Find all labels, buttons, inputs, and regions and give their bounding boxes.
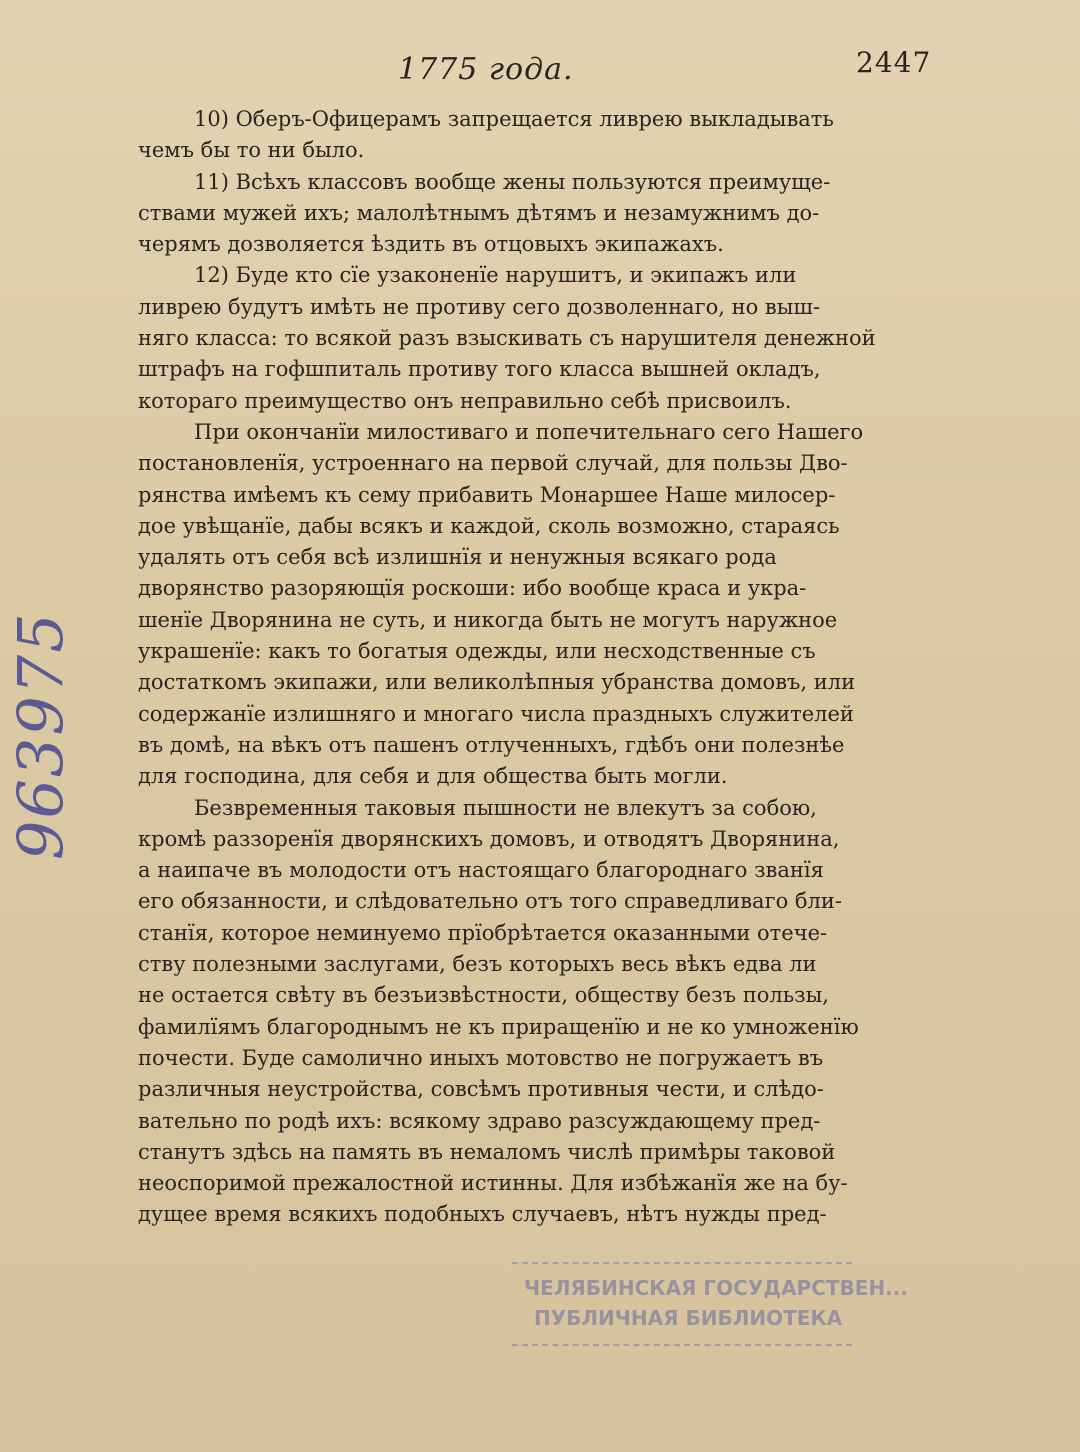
paragraph-12-line-4: штрафъ на гофшпиталь противу того класса вышней окладъ, [138, 357, 821, 382]
stamp-line-2: ПУБЛИЧНАЯ БИБЛИОТЕКА [534, 1306, 843, 1330]
paragraph-14-line-9: почести. Буде самолично иныхъ мотовство не погружаетъ въ [138, 1045, 824, 1070]
paragraph-11-line-1: 11) Всѣхъ классовъ вообще жены пользуются преимуще- [194, 169, 831, 194]
paragraph-13-line-2: постановленїя, устроеннаго на первой случай, для пользы Дво- [138, 451, 848, 476]
paragraph-14-line-13: неоспоримой прежалостной истинны. Для избѣжанїя же на бу- [138, 1171, 848, 1196]
library-stamp [512, 1262, 908, 1352]
paragraph-14-line-12: станутъ здѣсь на память въ немаломъ числѣ примѣры таковой [138, 1139, 836, 1164]
paragraph-14-line-1: Безвременныя таковыя пышности не влекутъ за собою, [194, 795, 817, 820]
paragraph-14-line-11: вательно по родѣ ихъ: всякому здраво разсуждающему пред- [138, 1108, 821, 1133]
body-text [138, 104, 938, 1231]
paragraph-13-line-1: При окончанїи милостиваго и попечительнаго сего Нашего [194, 419, 864, 444]
paragraph-13-line-11: въ домѣ, на вѣкъ отъ пашенъ отлученныхъ, гдѣбъ они полезнѣе [138, 732, 845, 757]
paragraph-14-line-7: не остается свѣту въ безъизвѣстности, обществу безъ пользы, [138, 983, 829, 1008]
page-header [0, 42, 1080, 92]
paragraph-14-line-10: различныя неустройства, совсѣмъ противныя чести, и слѣдо- [138, 1077, 824, 1102]
paragraph-14-line-6: ству полезными заслугами, безъ которыхъ весь вѣкъ едва ли [138, 952, 817, 977]
paragraph-14-line-4: его обязанности, и слѣдовательно отъ того справедливаго бли- [138, 889, 842, 914]
paragraph-13-line-6: дворянство разоряющїя роскоши: ибо вообще краса и укра- [138, 576, 807, 601]
paragraph-13-line-8: украшенїе: какъ то богатыя одежды, или несходственные съ [138, 639, 816, 664]
paragraph-14-line-14: дущее время всякихъ подобныхъ случаевъ, нѣтъ нужды пред- [138, 1202, 827, 1227]
paragraph-14-line-8: фамилїямъ благороднымъ не къ приращенїю и не ко умноженїю [138, 1014, 859, 1039]
paragraph-13-line-12: для господина, для себя и для общества быть могли. [138, 764, 728, 789]
paragraph-12-line-5: котораго преимущество онъ неправильно себѣ присвоилъ. [138, 388, 792, 413]
stamp-line-1: ЧЕЛЯБИНСКАЯ ГОСУДАРСТВЕН... [524, 1276, 908, 1300]
paragraph-13-line-3: рянства имѣемъ къ сему прибавить Монаршее Наше милосер- [138, 482, 836, 507]
paragraph-14-line-3: а наипаче въ молодости отъ настоящаго благороднаго званїя [138, 858, 824, 883]
paragraph-12-line-1: 12) Буде кто сїе узаконенїе нарушитъ, и экипажъ или [194, 263, 797, 288]
page-number: 2447 [856, 46, 932, 79]
paragraph-11-line-2: ствами мужей ихъ; малолѣтнымъ дѣтямъ и незамужнимъ до- [138, 200, 820, 225]
paragraph-13-line-7: шенїе Дворянина не суть, и никогда быть не могутъ наружное [138, 607, 838, 632]
paragraph-14-line-5: станїя, которое неминуемо прїобрѣтается оказанными отече- [138, 920, 828, 945]
paragraph-13-line-5: удалять отъ себя всѣ излишнїя и ненужныя всякаго рода [138, 545, 777, 570]
paragraph-12-line-3: няго класса: то всякой разъ взыскивать съ нарушителя денежной [138, 326, 876, 351]
paragraph-13-line-10: содержанїе излишняго и многаго числа праздныхъ служителей [138, 701, 854, 726]
header-year: 1775 года. [398, 52, 574, 87]
paragraph-11-line-3: черямъ дозволяется ѣздить въ отцовыхъ экипажахъ. [138, 232, 724, 257]
paragraph-12-line-2: ливрею будутъ имѣть не противу сего дозволеннаго, но выш- [138, 294, 821, 319]
paragraph-10-line-1: 10) Оберъ-Офицерамъ запрещается ливрею выкладывать [194, 107, 834, 131]
paragraph-10-line-2: чемъ бы то ни было. [138, 138, 365, 163]
paragraph-13-line-9: достаткомъ экипажи, или великолѣпныя убранства домовъ, или [138, 670, 856, 695]
paragraph-14-line-2: кромѣ раззоренїя дворянскихъ домовъ, и отводятъ Дворянина, [138, 826, 840, 851]
margin-inventory-number: 963975 [4, 611, 77, 860]
paragraph-13-line-4: дое увѣщанїе, дабы всякъ и каждой, сколь возможно, стараясь [138, 513, 840, 538]
